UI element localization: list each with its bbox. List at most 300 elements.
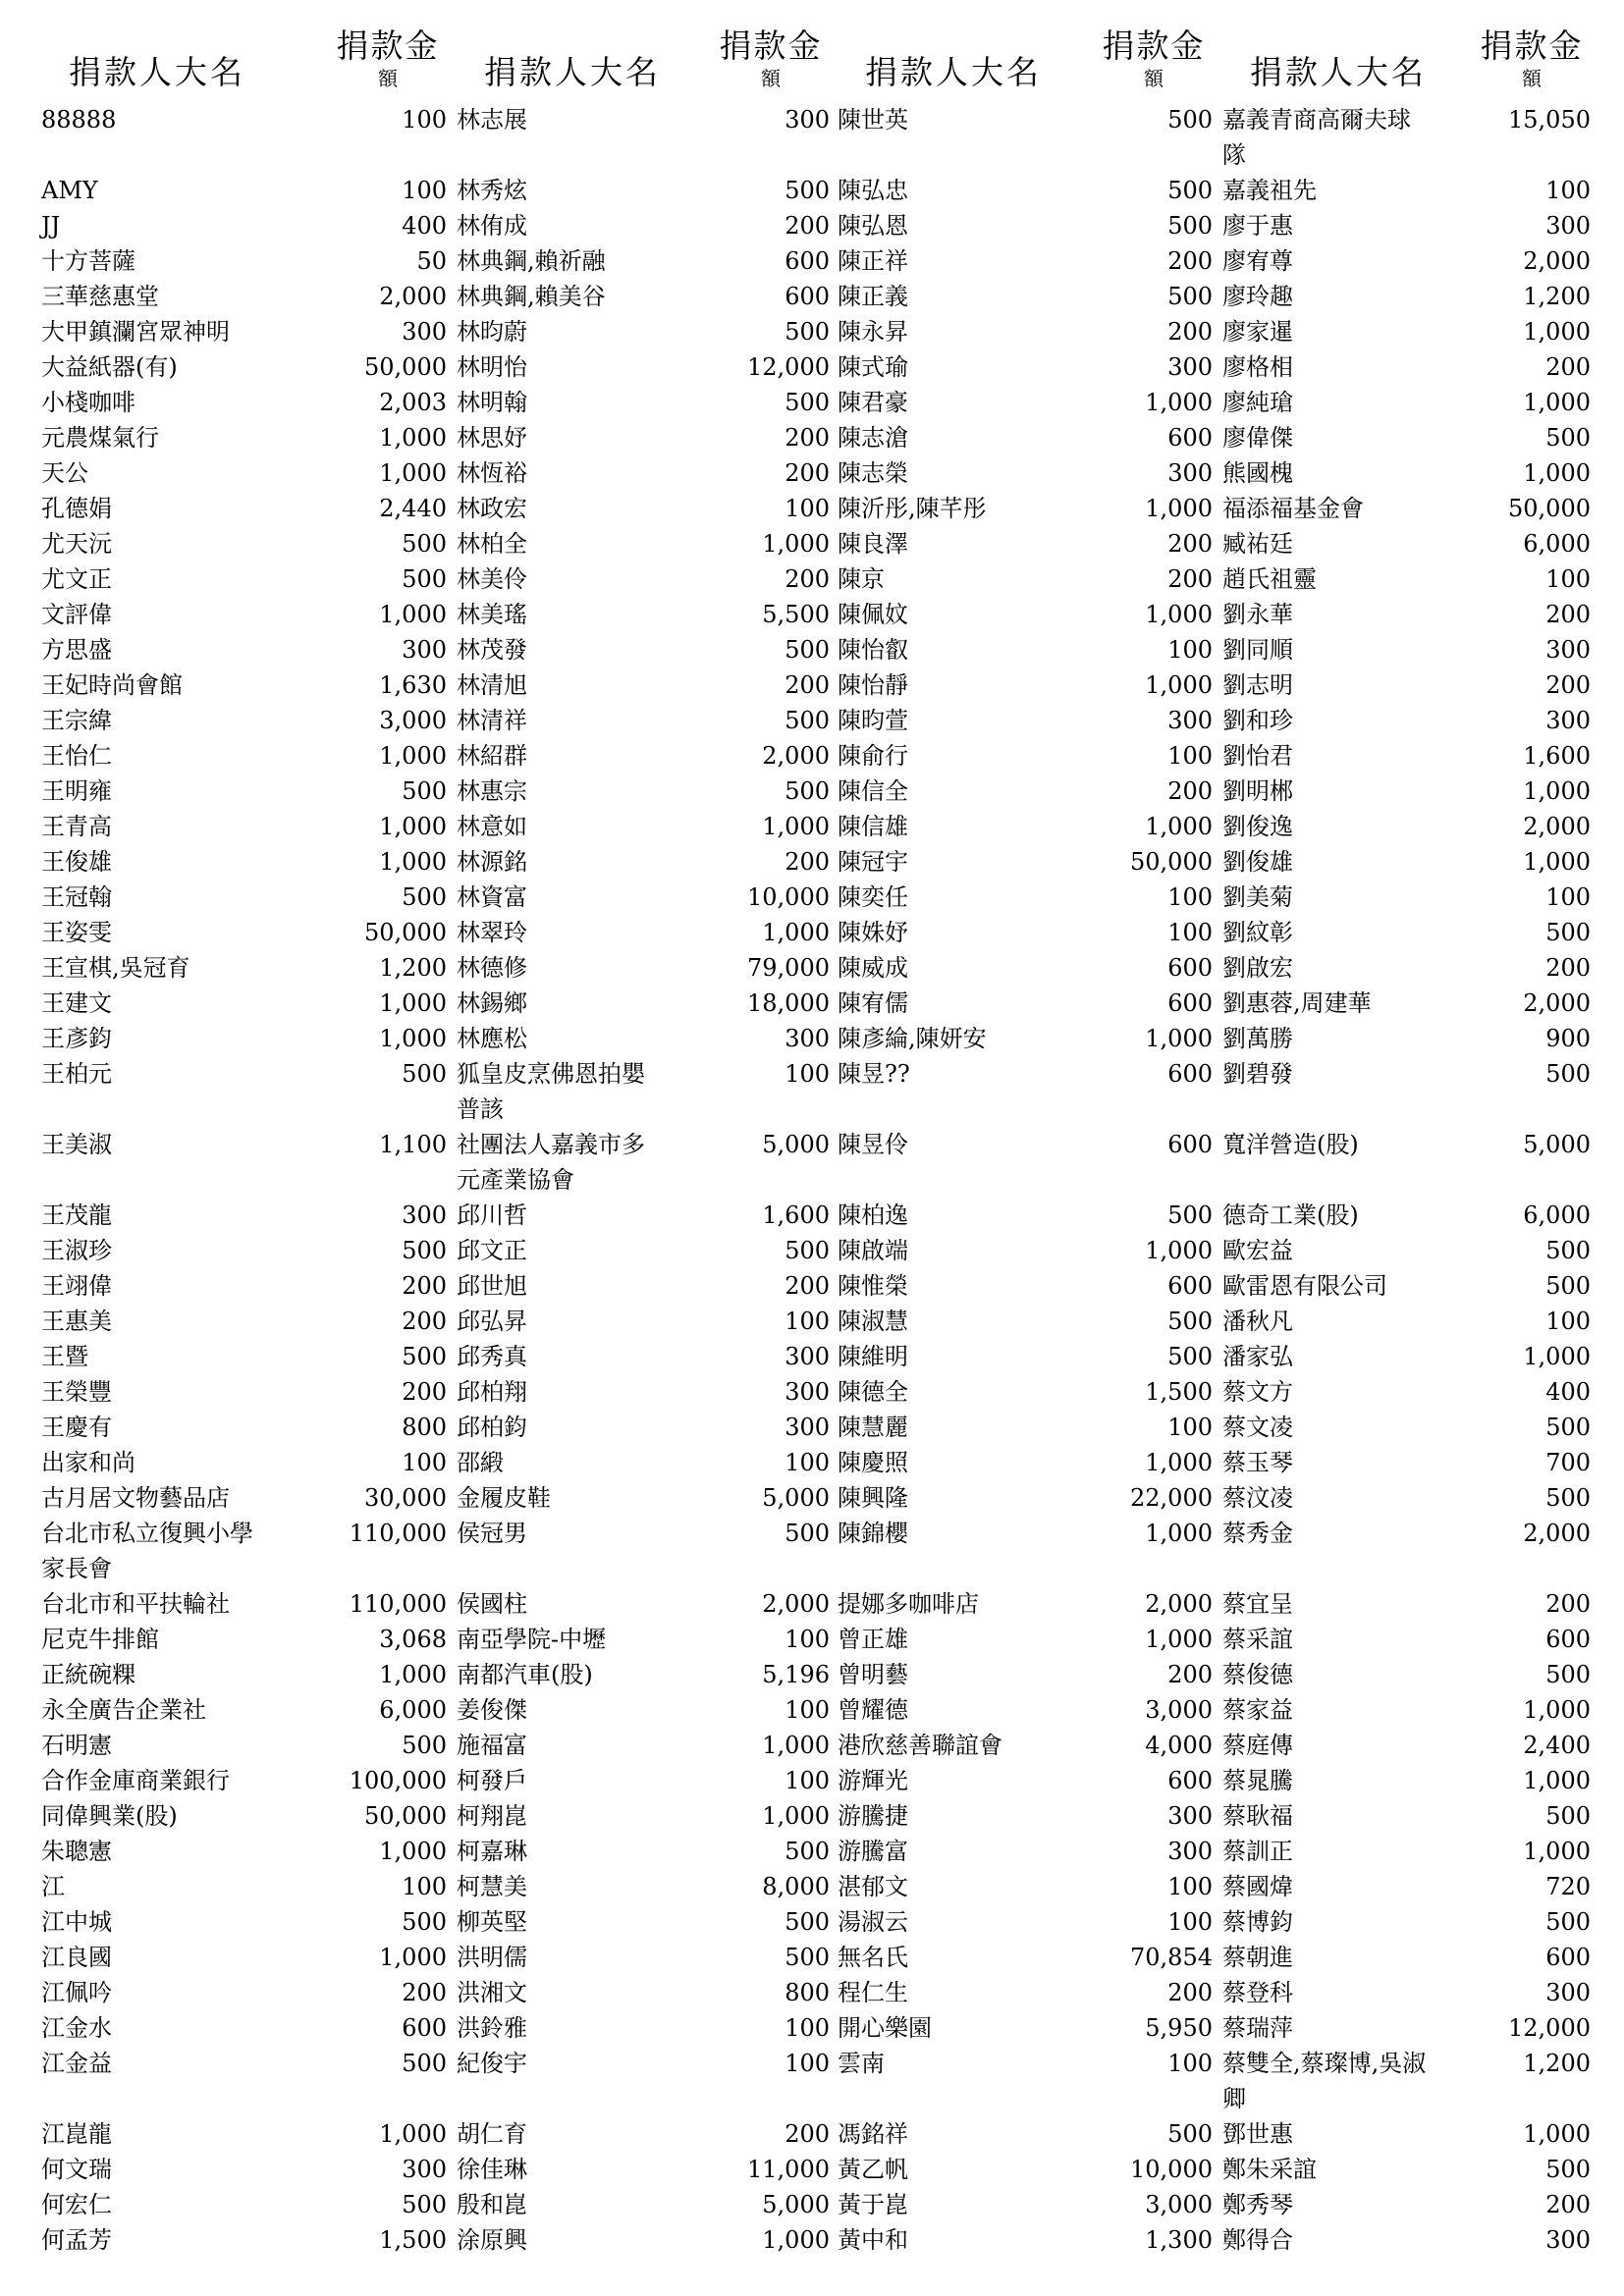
donation-amount: 100 [1167, 1414, 1213, 1441]
donor-name: 柯嘉琳 [457, 1838, 527, 1865]
header-amount-line1: 捐款金 [719, 27, 823, 65]
donor-name: 蔡朝進 [1222, 1944, 1293, 1971]
donation-amount: 300 [1545, 636, 1591, 664]
donor-name: 陳佩妏 [838, 601, 908, 628]
donor-name: 林政宏 [457, 495, 527, 522]
donation-amount: 100 [785, 1060, 830, 1088]
donor-name: 方思盛 [41, 636, 112, 664]
donor-name: 蔡國煒 [1222, 1873, 1293, 1900]
donor-name: 林惠宗 [457, 777, 527, 805]
donor-name: 蔡瑞萍 [1222, 2014, 1293, 2042]
donation-amount: 600 [1545, 1944, 1591, 1971]
donor-name: 馮銘祥 [838, 2120, 908, 2148]
donor-name: 劉俊逸 [1222, 813, 1293, 840]
donation-amount: 200 [785, 848, 830, 876]
donation-amount: 79,000 [747, 954, 830, 982]
donor-name: 提娜多咖啡店 [838, 1590, 979, 1618]
donor-name: 江佩吟 [41, 1979, 112, 2006]
donor-name: 廖偉傑 [1222, 424, 1293, 452]
donor-name: 程仁生 [838, 1979, 908, 2006]
donor-name: 王彥鈞 [41, 1025, 112, 1052]
donor-name: 廖于惠 [1222, 212, 1293, 240]
donation-amount: 1,000 [379, 1838, 447, 1865]
donor-name: 施福富 [457, 1732, 527, 1759]
donation-amount: 500 [402, 883, 447, 911]
donor-name: 陳奕任 [838, 883, 908, 911]
donation-amount: 1,600 [762, 1201, 830, 1229]
donor-name: 胡仁育 [457, 2120, 527, 2148]
donation-amount: 300 [1167, 1838, 1213, 1865]
donor-name: 鄭秀琴 [1222, 2191, 1293, 2218]
donor-name: 曾明藝 [838, 1661, 908, 1688]
donor-name: 尤天沅 [41, 530, 112, 558]
donation-amount: 200 [1167, 777, 1213, 805]
donation-amount: 1,000 [762, 530, 830, 558]
donor-name: 陳彥綸,陳妍安 [838, 1025, 987, 1052]
donation-amount: 50,000 [364, 353, 447, 381]
donation-amount: 500 [1167, 2120, 1213, 2148]
donor-name: 侯冠男 [457, 1520, 527, 1547]
donation-amount: 1,000 [379, 1025, 447, 1052]
donation-amount: 2,400 [1523, 1732, 1591, 1759]
donor-name: 趙氏祖靈 [1222, 565, 1317, 593]
donor-name: 古月居文物藝品店 [41, 1484, 230, 1512]
donor-name: 天公 [41, 459, 88, 487]
donor-name: 黃于崑 [838, 2191, 908, 2218]
donation-amount: 300 [785, 1414, 830, 1441]
donor-name: 王冠翰 [41, 883, 112, 911]
donor-name: 港欣慈善聯誼會 [838, 1732, 1002, 1759]
donation-amount: 1,000 [379, 601, 447, 628]
donation-amount: 200 [785, 565, 830, 593]
donation-amount: 18,000 [747, 989, 830, 1017]
donation-amount: 100 [402, 1873, 447, 1900]
donor-name: 廖玲趣 [1222, 283, 1293, 310]
donation-amount: 500 [785, 1520, 830, 1547]
donor-name: 陳維明 [838, 1343, 908, 1370]
donation-amount: 2,000 [1523, 989, 1591, 1017]
donation-amount: 100 [785, 1767, 830, 1794]
donor-name: 江 [41, 1873, 65, 1900]
donor-name: 柯慧美 [457, 1873, 527, 1900]
donor-name: 蔡采誼 [1222, 1626, 1293, 1653]
donation-amount: 15,050 [1508, 106, 1591, 133]
donor-name: 蔡登科 [1222, 1979, 1293, 2006]
donor-name: 嘉義祖先 [1222, 177, 1317, 204]
donation-amount: 1,000 [762, 2226, 830, 2254]
donor-name: 陳俞行 [838, 742, 908, 770]
donor-name: 劉和珍 [1222, 707, 1293, 734]
donation-amount: 100 [402, 1449, 447, 1476]
donor-name: 南都汽車(股) [457, 1661, 593, 1688]
donation-amount: 400 [1545, 1378, 1591, 1406]
donation-amount: 100 [1545, 565, 1591, 593]
donor-name: 劉明郴 [1222, 777, 1293, 805]
donation-amount: 200 [785, 1272, 830, 1300]
donation-amount: 100 [785, 1449, 830, 1476]
header-amount-line1: 捐款金 [1480, 27, 1584, 65]
donation-amount: 800 [402, 1414, 447, 1441]
donation-amount: 100 [785, 495, 830, 522]
donor-name: 林資富 [457, 883, 527, 911]
donation-amount: 3,000 [1145, 2191, 1213, 2218]
donor-name: 永全廣告企業社 [41, 1696, 206, 1724]
donor-name: 湯淑云 [838, 1908, 908, 1936]
donation-amount: 200 [785, 2120, 830, 2148]
donation-amount: 1,000 [1145, 1520, 1213, 1547]
donation-amount: 600 [1167, 424, 1213, 452]
donation-amount: 600 [785, 247, 830, 275]
donation-amount: 500 [785, 389, 830, 416]
donor-name: 蔡玉琴 [1222, 1449, 1293, 1476]
donation-amount: 1,000 [1145, 389, 1213, 416]
donation-amount: 3,000 [379, 707, 447, 734]
donation-amount: 6,000 [1523, 1201, 1591, 1229]
donor-name: 王俊雄 [41, 848, 112, 876]
donation-amount: 500 [1545, 1272, 1591, 1300]
donation-amount: 300 [1167, 707, 1213, 734]
donation-amount: 300 [785, 106, 830, 133]
donation-amount: 1,000 [1145, 1025, 1213, 1052]
donation-amount: 600 [1167, 1272, 1213, 1300]
donation-amount: 200 [1167, 1661, 1213, 1688]
donation-amount: 1,000 [1523, 2120, 1591, 2148]
donor-name: 出家和尚 [41, 1449, 135, 1476]
donor-name: 台北市私立復興小學家長會 [41, 1520, 253, 1582]
donation-amount: 500 [1545, 1484, 1591, 1512]
donation-amount: 600 [1167, 989, 1213, 1017]
header-amount [1090, 27, 1218, 92]
donation-amount: 500 [402, 565, 447, 593]
donor-name: 陳慧麗 [838, 1414, 908, 1441]
donation-amount: 500 [1167, 212, 1213, 240]
donor-name: 陳柏逸 [838, 1201, 908, 1229]
donor-name: 元農煤氣行 [41, 424, 159, 452]
donation-amount: 300 [402, 636, 447, 664]
donor-name: 大益紙器(有) [41, 353, 178, 381]
donor-name: 黃乙帆 [838, 2156, 908, 2183]
donor-name: 林秀炫 [457, 177, 527, 204]
donor-name: 洪湘文 [457, 1979, 527, 2006]
donation-amount: 500 [785, 1838, 830, 1865]
donation-amount: 500 [785, 1944, 830, 1971]
donation-amount: 1,000 [1523, 318, 1591, 346]
donation-amount: 500 [402, 1732, 447, 1759]
header-amount-line1: 捐款金 [1102, 27, 1206, 65]
donor-name: 王宗緯 [41, 707, 112, 734]
donation-amount: 2,000 [1523, 813, 1591, 840]
donation-amount: 300 [1545, 212, 1591, 240]
donor-name: 文評偉 [41, 601, 112, 628]
header-amount-line2: 額 [761, 67, 781, 90]
donor-name: 劉美菊 [1222, 883, 1293, 911]
donor-name: 蔡秀金 [1222, 1520, 1293, 1547]
donor-name: 邱弘昇 [457, 1308, 527, 1335]
donor-name: 邱世旭 [457, 1272, 527, 1300]
donation-amount: 70,854 [1130, 1944, 1213, 1971]
donation-amount: 2,000 [1523, 247, 1591, 275]
donation-amount: 1,000 [762, 919, 830, 946]
donor-name: 鄧世惠 [1222, 2120, 1293, 2148]
donation-amount: 600 [1167, 1060, 1213, 1088]
donor-name: 陳冠宇 [838, 848, 908, 876]
donor-name: 林清旭 [457, 671, 527, 699]
donor-name: 陳昱?? [838, 1060, 910, 1088]
donor-name: 蔡訓正 [1222, 1838, 1293, 1865]
donation-amount: 8,000 [762, 1873, 830, 1900]
donor-name: 陳興隆 [838, 1484, 908, 1512]
donation-amount: 500 [402, 1060, 447, 1088]
donor-name: 蔡俊德 [1222, 1661, 1293, 1688]
donation-amount: 2,440 [379, 495, 447, 522]
donor-name: 林典鋼,賴祈融 [457, 247, 606, 275]
donor-name: 劉萬勝 [1222, 1025, 1293, 1052]
donor-name: 柯發戶 [457, 1767, 527, 1794]
donor-name: 王姿雯 [41, 919, 112, 946]
donor-name: 林柏全 [457, 530, 527, 558]
donation-amount: 300 [785, 1343, 830, 1370]
donor-name: 陳弘恩 [838, 212, 908, 240]
donor-name: 蔡耿福 [1222, 1802, 1293, 1830]
donor-name: 王建文 [41, 989, 112, 1017]
donation-amount: 1,200 [379, 954, 447, 982]
donor-name: 柯翔崑 [457, 1802, 527, 1830]
donation-amount: 500 [785, 318, 830, 346]
donor-name: 朱聰憲 [41, 1838, 112, 1865]
donation-amount: 50,000 [1508, 495, 1591, 522]
header-donor-name: 捐款人大名 [69, 53, 245, 91]
donor-name: 歐雷恩有限公司 [1222, 1272, 1387, 1300]
donation-amount: 500 [1545, 1908, 1591, 1936]
donor-name: 游騰富 [838, 1838, 908, 1865]
donor-name: 林思妤 [457, 424, 527, 452]
donor-name: 王惠美 [41, 1308, 112, 1335]
donation-amount: 1,000 [379, 1661, 447, 1688]
donor-name: 陳宥儒 [838, 989, 908, 1017]
donation-amount: 500 [402, 1343, 447, 1370]
donor-name: 歐宏益 [1222, 1237, 1293, 1264]
donation-amount: 1,000 [1523, 459, 1591, 487]
donation-amount: 800 [785, 1979, 830, 2006]
donation-amount: 5,000 [1523, 1131, 1591, 1158]
donation-amount: 1,000 [1523, 848, 1591, 876]
donation-amount: 500 [1545, 1237, 1591, 1264]
donation-amount: 1,000 [762, 1802, 830, 1830]
donor-name: 江中城 [41, 1908, 112, 1936]
donation-amount: 30,000 [364, 1484, 447, 1512]
header-amount [707, 27, 835, 92]
donor-name: 林翠玲 [457, 919, 527, 946]
donation-amount: 300 [1167, 1802, 1213, 1830]
donor-name: 陳良澤 [838, 530, 908, 558]
donation-amount: 1,000 [762, 1732, 830, 1759]
donation-amount: 300 [785, 1025, 830, 1052]
donation-amount: 200 [1167, 247, 1213, 275]
donation-amount: 1,000 [1145, 1449, 1213, 1476]
donor-name: 林源銘 [457, 848, 527, 876]
donation-amount: 2,000 [379, 283, 447, 310]
donation-amount: 100 [1167, 1908, 1213, 1936]
donation-amount: 11,000 [747, 2156, 830, 2183]
donor-name: 潘秋凡 [1222, 1308, 1293, 1335]
donor-name: 劉碧發 [1222, 1060, 1293, 1088]
donor-name: 陳正祥 [838, 247, 908, 275]
donation-amount: 500 [1545, 1060, 1591, 1088]
donation-amount: 1,000 [1145, 495, 1213, 522]
donor-name: 劉俊雄 [1222, 848, 1293, 876]
donation-amount: 1,500 [1145, 1378, 1213, 1406]
donation-amount: 5,000 [762, 2191, 830, 2218]
donation-amount: 1,200 [1523, 283, 1591, 310]
donor-name: 殷和崑 [457, 2191, 527, 2218]
donor-name: 邵緞 [457, 1449, 504, 1476]
donation-amount: 100 [1167, 883, 1213, 911]
donor-name: 王慶有 [41, 1414, 112, 1441]
donation-amount: 500 [785, 636, 830, 664]
donation-amount: 12,000 [747, 353, 830, 381]
donor-name: 林清祥 [457, 707, 527, 734]
donation-amount: 500 [402, 777, 447, 805]
donor-name: 涂原興 [457, 2226, 527, 2254]
donor-name: 陳惟榮 [838, 1272, 908, 1300]
donation-amount: 12,000 [1508, 2014, 1591, 2042]
donation-amount: 5,000 [762, 1484, 830, 1512]
donor-name: 黃中和 [838, 2226, 908, 2254]
donor-name: 劉紋彰 [1222, 919, 1293, 946]
donor-name: 侯國柱 [457, 1590, 527, 1618]
donation-amount: 1,000 [762, 813, 830, 840]
donor-name: 劉同順 [1222, 636, 1293, 664]
donation-amount: 200 [785, 459, 830, 487]
donation-amount: 1,600 [1523, 742, 1591, 770]
donation-amount: 300 [1545, 707, 1591, 734]
donor-name: 孔德娟 [41, 495, 112, 522]
donor-name: 王美淑 [41, 1131, 112, 1158]
donor-name: 同偉興業(股) [41, 1802, 178, 1830]
donor-name: 台北市和平扶輪社 [41, 1590, 230, 1618]
donor-name: 南亞學院-中壢 [457, 1626, 607, 1653]
donor-name: 王翊偉 [41, 1272, 112, 1300]
donation-amount: 50,000 [364, 1802, 447, 1830]
donation-amount: 500 [1167, 283, 1213, 310]
donation-amount: 200 [1167, 530, 1213, 558]
donor-name: 湛郁文 [838, 1873, 908, 1900]
donor-name: 邱秀真 [457, 1343, 527, 1370]
donation-amount: 600 [785, 283, 830, 310]
donation-amount: 300 [1167, 459, 1213, 487]
donation-amount: 10,000 [747, 883, 830, 911]
donation-amount: 200 [1545, 601, 1591, 628]
donor-name: 熊國槐 [1222, 459, 1293, 487]
donor-name: 曾耀德 [838, 1696, 908, 1724]
header-amount [324, 27, 452, 92]
donation-amount: 100 [402, 177, 447, 204]
donation-amount: 22,000 [1130, 1484, 1213, 1512]
donor-name: 陳淑慧 [838, 1308, 908, 1335]
donor-name: 林昀蔚 [457, 318, 527, 346]
header-amount-line2: 額 [1144, 67, 1164, 90]
donation-amount: 100 [785, 2050, 830, 2077]
donor-name: 嘉義青商高爾夫球隊 [1222, 106, 1411, 169]
header-amount [1468, 27, 1596, 92]
donor-name: 林明翰 [457, 389, 527, 416]
donor-name: 蔡宜呈 [1222, 1590, 1293, 1618]
donor-name: 何文瑞 [41, 2156, 112, 2183]
donor-name: 社團法人嘉義市多元產業協會 [457, 1131, 645, 1194]
donor-name: 蔡雙全,蔡璨博,吳淑卿 [1222, 2050, 1427, 2112]
donor-name: 江崑龍 [41, 2120, 112, 2148]
donation-amount: 300 [1545, 1979, 1591, 2006]
donor-name: 王宣棋,吳冠育 [41, 954, 190, 982]
donation-amount: 500 [402, 2191, 447, 2218]
donor-name: 福添福基金會 [1222, 495, 1364, 522]
donor-name: 江金益 [41, 2050, 112, 2077]
donation-amount: 600 [1167, 954, 1213, 982]
donor-name: 臧祐廷 [1222, 530, 1293, 558]
donor-name: 開心樂園 [838, 2014, 932, 2042]
donor-name: 蔡晁騰 [1222, 1767, 1293, 1794]
donor-name: 陳昀萱 [838, 707, 908, 734]
donation-amount: 500 [402, 530, 447, 558]
donation-amount: 110,000 [349, 1520, 447, 1547]
donation-amount: 600 [1167, 1767, 1213, 1794]
donor-name: 紀俊宇 [457, 2050, 527, 2077]
donor-name: 蔡文方 [1222, 1378, 1293, 1406]
donor-name: 陳志滄 [838, 424, 908, 452]
donor-name: 蔡博鈞 [1222, 1908, 1293, 1936]
donor-name: 陳錦櫻 [838, 1520, 908, 1547]
donation-amount: 400 [402, 212, 447, 240]
donation-amount: 300 [402, 2156, 447, 2183]
donation-amount: 2,003 [379, 389, 447, 416]
donor-name: 林典鋼,賴美谷 [457, 283, 606, 310]
donor-name: 金履皮鞋 [457, 1484, 551, 1512]
donor-name: 陳世英 [838, 106, 908, 133]
donor-name: 無名氏 [838, 1944, 908, 1971]
donation-amount: 1,630 [379, 671, 447, 699]
donor-name: 陳昱伶 [838, 1131, 908, 1158]
donor-name: 林志展 [457, 106, 527, 133]
donation-amount: 1,000 [1523, 389, 1591, 416]
donor-name: 陳君豪 [838, 389, 908, 416]
donation-amount: 1,000 [1523, 1343, 1591, 1370]
donor-name: 蔡家益 [1222, 1696, 1293, 1724]
donor-name: 王妃時尚會館 [41, 671, 183, 699]
donation-amount: 500 [1167, 1308, 1213, 1335]
donor-name: 德奇工業(股) [1222, 1201, 1359, 1229]
donation-amount: 700 [1545, 1449, 1591, 1476]
donor-name: 劉怡君 [1222, 742, 1293, 770]
donation-amount: 500 [785, 777, 830, 805]
donor-name: 劉啟宏 [1222, 954, 1293, 982]
donor-name: 邱文正 [457, 1237, 527, 1264]
donation-amount: 3,068 [379, 1626, 447, 1653]
donor-name: 石明憲 [41, 1732, 112, 1759]
donation-amount: 100,000 [349, 1767, 447, 1794]
donation-amount: 1,000 [1145, 1626, 1213, 1653]
donor-name: 林應松 [457, 1025, 527, 1052]
donation-amount: 720 [1545, 1873, 1591, 1900]
donation-amount: 600 [1545, 1626, 1591, 1653]
donor-name: 洪鈴雅 [457, 2014, 527, 2042]
donation-amount: 1,000 [379, 1944, 447, 1971]
donor-name: 大甲鎮瀾宮眾神明 [41, 318, 230, 346]
donation-amount: 100 [1545, 883, 1591, 911]
donation-amount: 10,000 [1130, 2156, 1213, 2183]
donor-name: 林錫鄉 [457, 989, 527, 1017]
donor-name: 何宏仁 [41, 2191, 112, 2218]
donor-name: 陳京 [838, 565, 885, 593]
